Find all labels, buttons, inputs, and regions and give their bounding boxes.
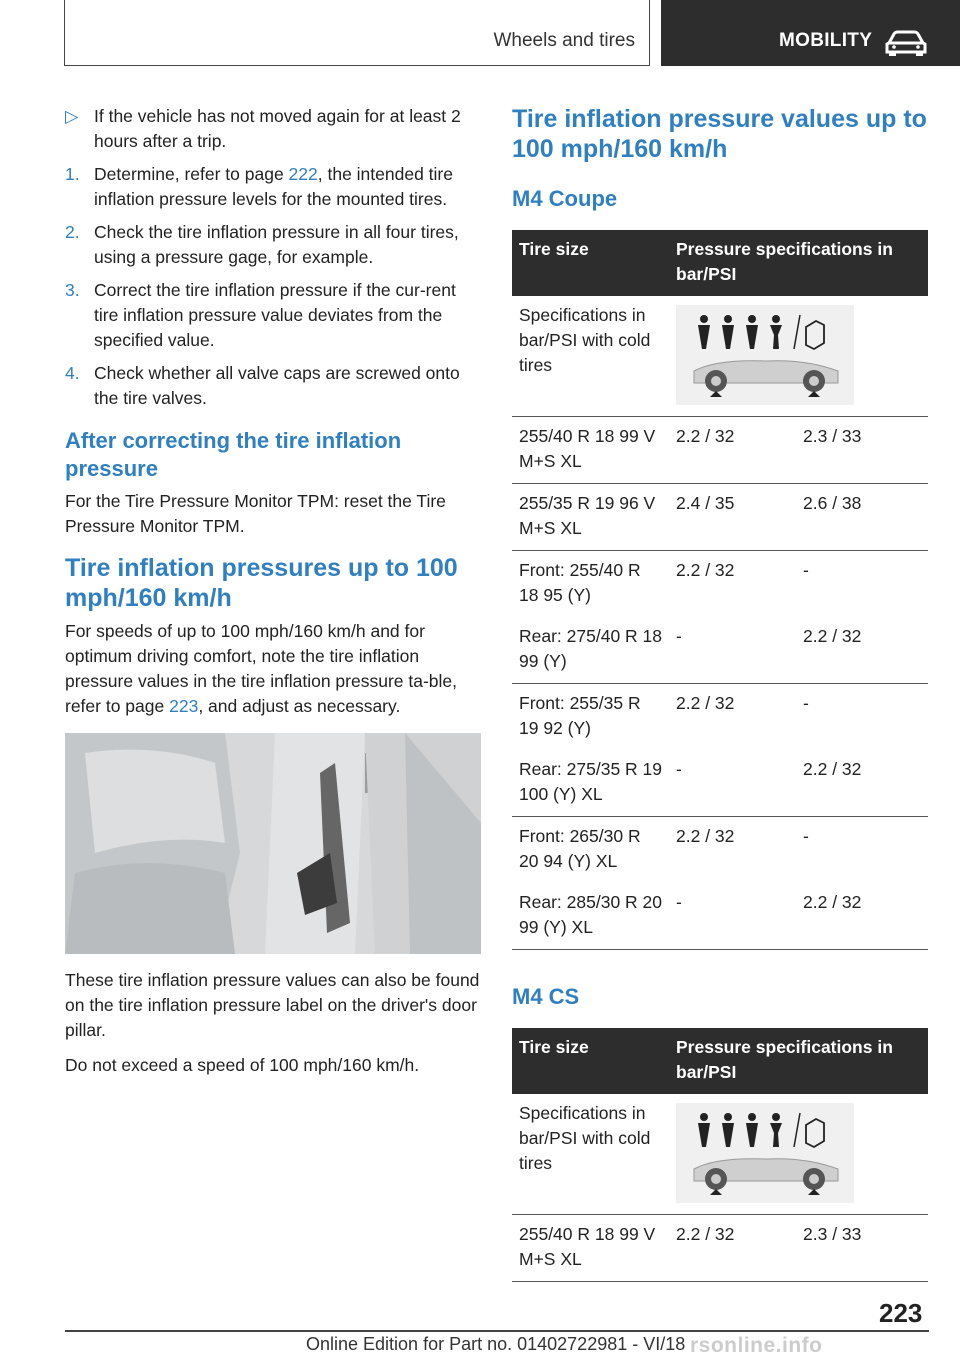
after-correcting-text: For the Tire Pressure Monitor TPM: reset the Tire Pressure Monitor TPM. [65,491,446,536]
header-chapter-title: MOBILITY [779,30,873,51]
pressure-normal-cell: - [669,750,796,817]
table-row [512,617,928,684]
after-correcting-heading: After correcting the tire inflation pressure [65,428,402,481]
page-number: 223 [879,1298,923,1328]
door-pillar-illustration [65,733,481,954]
pressure-loaded-cell: 2.3 / 33 [796,417,928,484]
tire-size-cell: Rear: 275/40 R 18 99 (Y) [512,617,669,684]
pressure-normal-cell: - [669,617,796,684]
watermark: rsonline.info [690,1334,823,1357]
speed-note: Do not exceed a speed of 100 mph/160 km/h. [65,1055,420,1075]
model-heading: M4 Coupe [512,186,618,211]
col-header-pressure: Pressure specifications in bar/PSI [669,1028,928,1094]
tire-pressure-table [512,1028,928,1282]
pressure-loaded-cell: 2.6 / 38 [796,484,928,551]
label-note: These tire inflation pressure values can also be found on the tire inflation pressure label on the driver's door pillar. [65,970,480,1040]
tire-size-cell: 255/40 R 18 99 V M+S XL [512,1215,669,1282]
section-spacer [512,950,928,962]
page-link[interactable]: 223 [169,696,199,716]
pressure-normal-cell: 2.2 / 32 [676,826,735,846]
pressure-loaded-cell: - [803,693,809,713]
tire-size-cell: 255/40 R 18 99 V M+S XL [512,417,669,484]
pressure-normal-cell: 2.2 / 32 [669,1215,796,1282]
step-item [65,361,481,411]
pressure-normal-cell: 2.2 / 32 [676,693,735,713]
tire-size-cell: Rear: 285/30 R 20 99 (Y) XL [512,883,669,950]
pressure-normal-cell: - [669,883,796,950]
table-row [512,684,928,751]
load-car-diagram-icon [676,1103,854,1203]
col-header-pressure: Pressure specifications in bar/PSI [669,230,928,296]
pressure-normal-cell: 2.4 / 35 [669,484,796,551]
step-marker: 4. [65,363,80,383]
table-row [512,817,928,884]
left-column [65,104,481,1088]
edition-text: Online Edition for Part no. 01402722981 - VI/18 [306,1334,686,1354]
tire-pressure-table [512,230,928,950]
pressure-loaded-cell: - [803,826,809,846]
pressure-values-heading: Tire inflation pressure values up to 100 mph/160 km/h [512,105,927,163]
pressures-text: For speeds of up to 100 mph/160 km/h and for optimum driving comfort, note the tire inflation pressure values in the tire inflation pressure ta‐ble, refer to page 223, and adjust as necessary. [65,621,458,716]
right-column [512,104,928,1282]
door-pillar-photo [65,733,481,954]
pressure-loaded-cell: 2.3 / 33 [796,1215,928,1282]
header-section-title: Wheels and tires [493,30,635,51]
tire-size-cell: 255/35 R 19 96 V M+S XL [512,484,669,551]
col-header-tire-size: Tire size [512,230,669,296]
table-row [512,484,928,551]
tire-size-cell: Front: 255/40 R 18 95 (Y) [519,560,641,605]
step-item [65,162,481,212]
header-section-tab [64,0,650,66]
step-marker: 1. [65,164,80,184]
pressures-heading: Tire inflation pressures up to 100 mph/160 km/h [65,554,458,612]
footer-divider [65,1330,929,1332]
load-car-diagram-icon [676,305,854,405]
table-row [512,1215,928,1282]
step-item [65,220,481,270]
page-link[interactable]: 222 [288,164,318,184]
pressure-loaded-cell: 2.2 / 32 [796,750,928,817]
table-row [512,750,928,817]
diagram-cell [669,1094,928,1215]
step-text: Determine, refer to page 222, the intended tire inflation pressure levels for the mounted tires. [94,164,453,209]
pressure-loaded-cell: 2.2 / 32 [796,617,928,684]
table-header-row [512,230,928,296]
tire-size-cell: Rear: 275/35 R 19 100 (Y) XL [512,750,669,817]
spec-label: Specifications in bar/PSI with cold tires [512,1094,669,1215]
diagram-cell [669,296,928,417]
pressure-loaded-cell: 2.2 / 32 [796,883,928,950]
table-row [512,417,928,484]
pressure-loaded-cell: - [803,560,809,580]
table-row [512,296,928,417]
tire-size-cell: Front: 255/35 R 19 92 (Y) [519,693,641,738]
col-header-tire-size: Tire size [512,1028,669,1094]
step-marker: ▷ [65,106,79,126]
step-text: Correct the tire inflation pressure if the cur‐rent tire inflation pressure value deviates from the specified value. [94,280,456,350]
tire-size-cell: Front: 265/30 R 20 94 (Y) XL [519,826,641,871]
spec-label: Specifications in bar/PSI with cold tires [512,296,669,417]
step-item [65,278,481,353]
step-text: If the vehicle has not moved again for at least 2 hours after a trip. [94,106,461,151]
pressure-tables [512,186,928,1282]
header-chapter-tab [661,0,960,66]
table-row [512,551,928,618]
pressure-normal-cell: 2.2 / 32 [669,417,796,484]
step-marker: 2. [65,222,80,242]
table-row [512,883,928,950]
model-heading: M4 CS [512,984,580,1009]
step-item [65,104,481,154]
step-text: Check whether all valve caps are screwed onto the tire valves. [94,363,460,408]
car-icon [883,27,929,57]
step-marker: 3. [65,280,80,300]
table-row [512,1094,928,1215]
step-text: Check the tire inflation pressure in all four tires, using a pressure gage, for example. [94,222,459,267]
pressure-normal-cell: 2.2 / 32 [676,560,735,580]
table-header-row [512,1028,928,1094]
